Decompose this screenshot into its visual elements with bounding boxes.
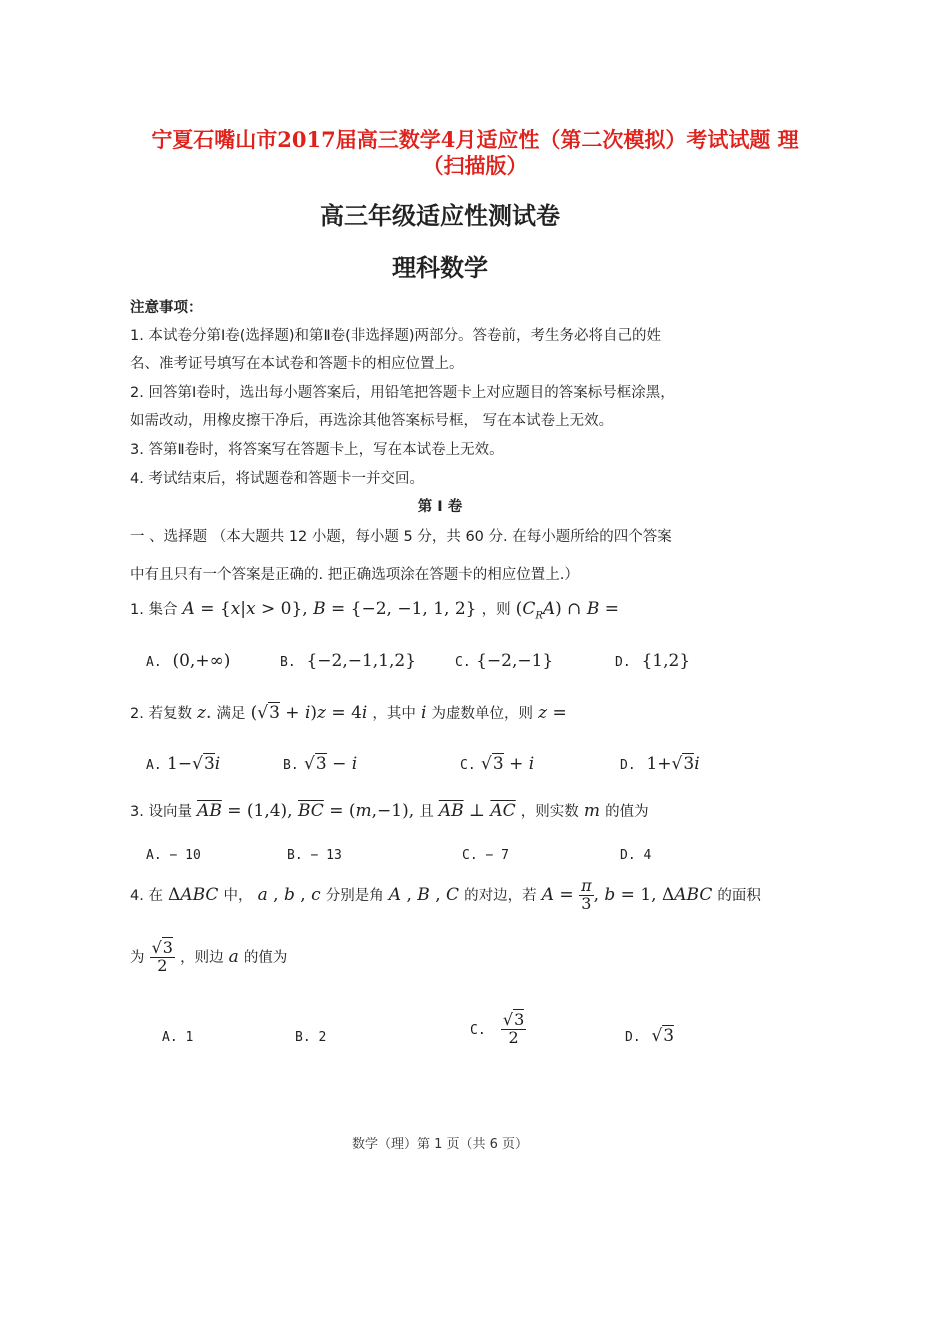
- question-1-prefix: 1. 集合: [130, 602, 178, 618]
- question-3-option-b[interactable]: B. − 13: [287, 848, 342, 863]
- question-4-triangle: ΔABC: [168, 884, 219, 905]
- question-1: [130, 598, 619, 621]
- question-3-perp: $\overline{AB}$ ⊥ $\overline{AC}$: [438, 801, 516, 821]
- question-4-option-b[interactable]: B. 2: [295, 1030, 327, 1045]
- notes-line: 3. 答第Ⅱ卷时，将答案写在答题卡上，写在本试卷上无效。: [130, 442, 504, 458]
- question-4-p3: 分别是角: [325, 887, 384, 904]
- exam-title: 高三年级适应性测试卷: [320, 202, 560, 230]
- question-2-prefix: 2. 若复数: [130, 706, 192, 722]
- question-2-var-z2: z =: [538, 703, 567, 723]
- question-4: [130, 878, 761, 913]
- notes-line: 2. 回答第Ⅰ卷时，选出每小题答案后，用铅笔把答题卡上对应题目的答案标号框涂黑，: [130, 385, 675, 401]
- subject-title: 理科数学: [392, 254, 488, 282]
- question-1-math-expr: $(C_RA)$ ∩ B =: [515, 599, 619, 622]
- question-3-option-d[interactable]: D. 4: [620, 848, 652, 863]
- question-4-p6: 为: [130, 949, 145, 966]
- page-footer: 数学（理）第 1 页（共 6 页）: [351, 1137, 529, 1152]
- question-3-option-c[interactable]: C. − 7: [462, 848, 509, 863]
- question-4-option-c[interactable]: C. $\frac{√3}{2}$: [470, 1010, 525, 1047]
- document-title-line2: （扫描版）: [422, 153, 528, 178]
- question-1-option-a[interactable]: A. (0,+∞): [146, 651, 231, 671]
- question-4-option-d[interactable]: D. √3: [625, 1026, 675, 1046]
- question-1-option-b[interactable]: B. {−2,−1,1,2}: [280, 651, 417, 671]
- question-1-option-d[interactable]: D. {1,2}: [615, 651, 691, 671]
- question-2-tail: ，其中: [372, 706, 416, 722]
- question-2-tail2: 为虚数单位，则: [431, 706, 534, 722]
- notes-line: 名、准考证号填写在本试卷和答题卡的相应位置上。: [130, 356, 464, 372]
- document-title-line1: 宁夏石嘴山市2017届高三数学4月适应性（第二次模拟）考试试题 理: [151, 127, 799, 152]
- question-4-p7: ，则边: [180, 949, 224, 966]
- question-3-tail2: 的值为: [605, 804, 649, 820]
- question-2-var-z: z.: [197, 703, 212, 723]
- question-4-angles: A , B , C: [388, 884, 460, 905]
- section-instructions-line1: 一 、选择题 （本大题共 12 小题，每小题 5 分，共 60 分. 在每小题所给的四个答案: [130, 529, 672, 545]
- question-4-sides: a , b , c: [257, 884, 321, 905]
- question-2-equation: (√3 + i)z = 4i: [250, 703, 368, 723]
- question-3-option-a[interactable]: A. − 10: [146, 848, 201, 863]
- question-1-option-c[interactable]: C. {−2,−1}: [455, 651, 554, 671]
- question-4-p2: 中，: [223, 887, 253, 904]
- section-instructions-line2: 中有且只有一个答案是正确的. 把正确选项涂在答题卡的相应位置上.）: [130, 567, 579, 583]
- question-4-prefix: 4. 在: [130, 887, 163, 904]
- question-3-mid: 且: [419, 804, 434, 820]
- notes-heading: 注意事项：: [130, 300, 203, 316]
- notes-line: 如需改动，用橡皮擦干净后，再选涂其他答案标号框， 写在本试卷上无效。: [130, 413, 614, 429]
- question-2-option-d[interactable]: D. 1+√3i: [620, 754, 700, 774]
- question-3-prefix: 3. 设向量: [130, 804, 192, 820]
- notes-line: 4. 考试结束后，将试题卷和答题卡一并交回。: [130, 471, 424, 487]
- notes-line: 1. 本试卷分第Ⅰ卷(选择题)和第Ⅱ卷(非选择题)两部分。答卷前，考生务必将自己的姓: [130, 328, 661, 344]
- question-2-var-i: i: [421, 703, 427, 723]
- question-3-var-m: m: [583, 801, 601, 821]
- question-4-line2: [130, 940, 287, 975]
- question-2-mid: 满足: [216, 706, 246, 722]
- question-4-p5: 的面积: [717, 887, 761, 904]
- question-1-math-sets: A = {x|x > 0}, B = {−2, −1, 1, 2}: [182, 599, 477, 619]
- question-2: [130, 702, 567, 723]
- question-3-tail: ，则实数: [520, 804, 579, 820]
- question-1-mid: ，则: [481, 602, 511, 618]
- question-4-var-a: a: [228, 946, 239, 967]
- question-3: [130, 800, 649, 821]
- question-2-option-c[interactable]: C. √3 + i: [460, 754, 535, 774]
- question-2-option-a[interactable]: A. 1−√3i: [146, 754, 221, 774]
- question-3-vectors: $\overline{AB} = (1,4)$, $\overline{BC} = (m,-1)$,: [197, 801, 415, 821]
- question-4-p4: 的对边，若: [464, 887, 537, 904]
- part1-heading: 第 I 卷: [417, 499, 463, 515]
- question-4-area-fraction: $\frac{√3}{2}$: [151, 938, 173, 975]
- question-2-option-b[interactable]: B. √3 − i: [283, 754, 358, 774]
- question-4-p8: 的值为: [243, 949, 288, 966]
- question-4-condition: A = $\frac{\pi}{3}$ , b = 1, ΔABC: [541, 876, 713, 913]
- question-4-option-a[interactable]: A. 1: [162, 1030, 194, 1045]
